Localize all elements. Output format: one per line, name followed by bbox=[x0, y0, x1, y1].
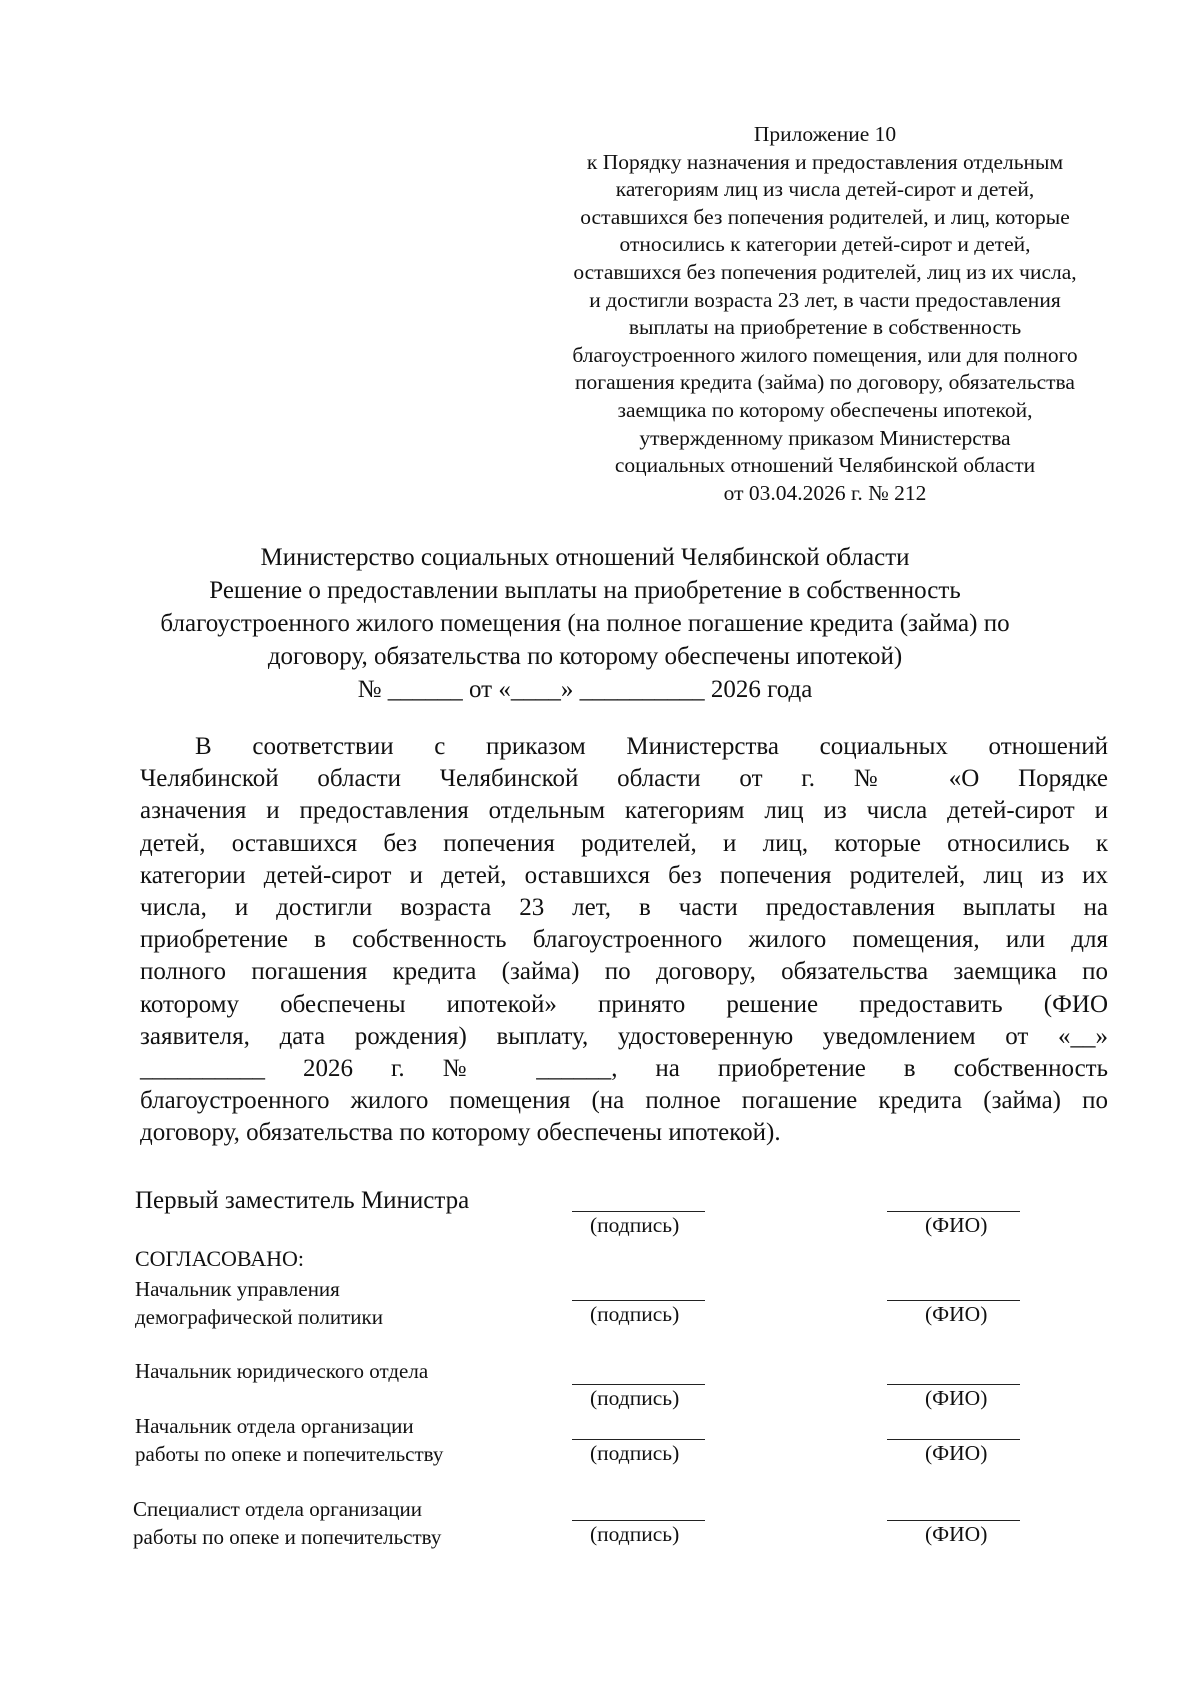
name-caption: (ФИО) bbox=[925, 1522, 988, 1546]
paragraph-line: Челябинской области Челябинской области от г. № «О Порядке bbox=[140, 765, 1108, 793]
appendix-line: к Порядку назначения и предоставления отдельным bbox=[586, 149, 1064, 174]
role-line: работы по опеке и попечительству bbox=[133, 1525, 442, 1549]
appendix-line: оставшихся без попечения родителей, лиц из их числа, bbox=[573, 259, 1077, 284]
paragraph-line: приобретение в собственность благоустроенного жилого помещения, или для bbox=[140, 926, 1108, 954]
specialist-role bbox=[133, 1495, 441, 1551]
signature-line bbox=[572, 1300, 705, 1301]
appendix-line: выплаты на приобретение в собственность bbox=[628, 315, 1022, 340]
head-guardianship-role bbox=[135, 1412, 443, 1468]
appendix-line: Приложение 10 bbox=[753, 122, 897, 146]
paragraph-line: числа, и достигли возраста 23 лет, в части предоставления выплаты на bbox=[140, 894, 1108, 922]
role-line: Специалист отдела организации bbox=[133, 1497, 422, 1521]
agreed-heading: СОГЛАСОВАНО: bbox=[135, 1246, 304, 1271]
name-caption: (ФИО) bbox=[925, 1386, 988, 1410]
signature-caption: (подпись) bbox=[590, 1302, 680, 1326]
signature-line bbox=[572, 1520, 705, 1521]
signature-caption: (подпись) bbox=[590, 1522, 680, 1546]
title-line-ministry: Министерство социальных отношений Челябинской области bbox=[260, 544, 910, 571]
document-title bbox=[125, 541, 1045, 706]
name-caption: (ФИО) bbox=[925, 1213, 988, 1237]
name-line bbox=[887, 1384, 1020, 1385]
title-line: благоустроенного жилого помещения (на полное погашение кредита (займа) по bbox=[160, 610, 1010, 637]
appendix-line: социальных отношений Челябинской области bbox=[614, 453, 1036, 478]
name-caption: (ФИО) bbox=[925, 1302, 988, 1326]
appendix-line: благоустроенного жилого помещения, или для полного bbox=[572, 342, 1078, 367]
paragraph-line: В соответствии с приказом Министерства социальных отношений bbox=[195, 733, 1108, 760]
paragraph-line: заявителя, дата рождения) выплату, удостоверенную уведомлением от «__» bbox=[140, 1022, 1108, 1050]
head-legal-role: Начальник юридического отдела bbox=[135, 1359, 429, 1383]
paragraph-line: благоустроенного жилого помещения (на полное погашение кредита (займа) по bbox=[140, 1087, 1108, 1115]
appendix-line: оставшихся без попечения родителей, и лиц, которые bbox=[580, 204, 1070, 229]
title-line-number-date: № ______ от «____» __________ 2026 года bbox=[357, 676, 813, 703]
appendix-line: заемщика по которому обеспечены ипотекой, bbox=[617, 397, 1033, 422]
appendix-line: категориям лиц из числа детей-сирот и детей, bbox=[615, 177, 1035, 202]
signature-line bbox=[572, 1439, 705, 1440]
paragraph-line: азначения и предоставления отдельным категориям лиц из числа детей-сирот и bbox=[140, 797, 1108, 825]
appendix-line: и достигли возраста 23 лет, в части предоставления bbox=[589, 287, 1061, 312]
signature-line bbox=[572, 1211, 705, 1212]
role-line: демографической политики bbox=[135, 1305, 383, 1329]
name-line bbox=[887, 1439, 1020, 1440]
role-line: Начальник отдела организации bbox=[135, 1414, 414, 1438]
name-line bbox=[887, 1211, 1020, 1212]
head-demography-role bbox=[135, 1275, 383, 1331]
first-deputy-role: Первый заместитель Министра bbox=[135, 1187, 470, 1214]
appendix-line: погашения кредита (займа) по договору, обязательства bbox=[575, 370, 1075, 395]
name-line bbox=[887, 1300, 1020, 1301]
name-line bbox=[887, 1520, 1020, 1521]
name-caption: (ФИО) bbox=[925, 1441, 988, 1465]
paragraph-line: категории детей-сирот и детей, оставшихся без попечения родителей, лиц из их bbox=[140, 861, 1108, 889]
title-line: Решение о предоставлении выплаты на приобретение в собственность bbox=[209, 577, 961, 604]
decision-paragraph bbox=[140, 731, 1108, 1150]
title-line: договору, обязательства по которому обеспечены ипотекой) bbox=[267, 643, 903, 670]
appendix-line: относились к категории детей-сирот и детей, bbox=[619, 232, 1031, 257]
signature-caption: (подпись) bbox=[590, 1386, 680, 1410]
appendix-line: от 03.04.2026 г. № 212 bbox=[723, 480, 927, 505]
paragraph-line: __________ 2026 г. № ______, на приобретение в собственность bbox=[140, 1055, 1108, 1083]
signature-caption: (подпись) bbox=[590, 1213, 680, 1237]
paragraph-line: договору, обязательства по которому обеспечены ипотекой). bbox=[140, 1119, 781, 1147]
appendix-line: утвержденному приказом Министерства bbox=[639, 425, 1011, 450]
paragraph-line: которому обеспечены ипотекой» принято решение предоставить (ФИО bbox=[140, 990, 1108, 1018]
paragraph-line: полного погашения кредита (займа) по договору, обязательства заемщика по bbox=[140, 958, 1108, 986]
signature-line bbox=[572, 1384, 705, 1385]
role-line: работы по опеке и попечительству bbox=[135, 1442, 444, 1466]
signature-caption: (подпись) bbox=[590, 1441, 680, 1465]
role-line: Начальник управления bbox=[135, 1277, 340, 1301]
appendix-header bbox=[525, 121, 1125, 507]
paragraph-line: детей, оставшихся без попечения родителей, и лиц, которые относились к bbox=[140, 829, 1108, 857]
